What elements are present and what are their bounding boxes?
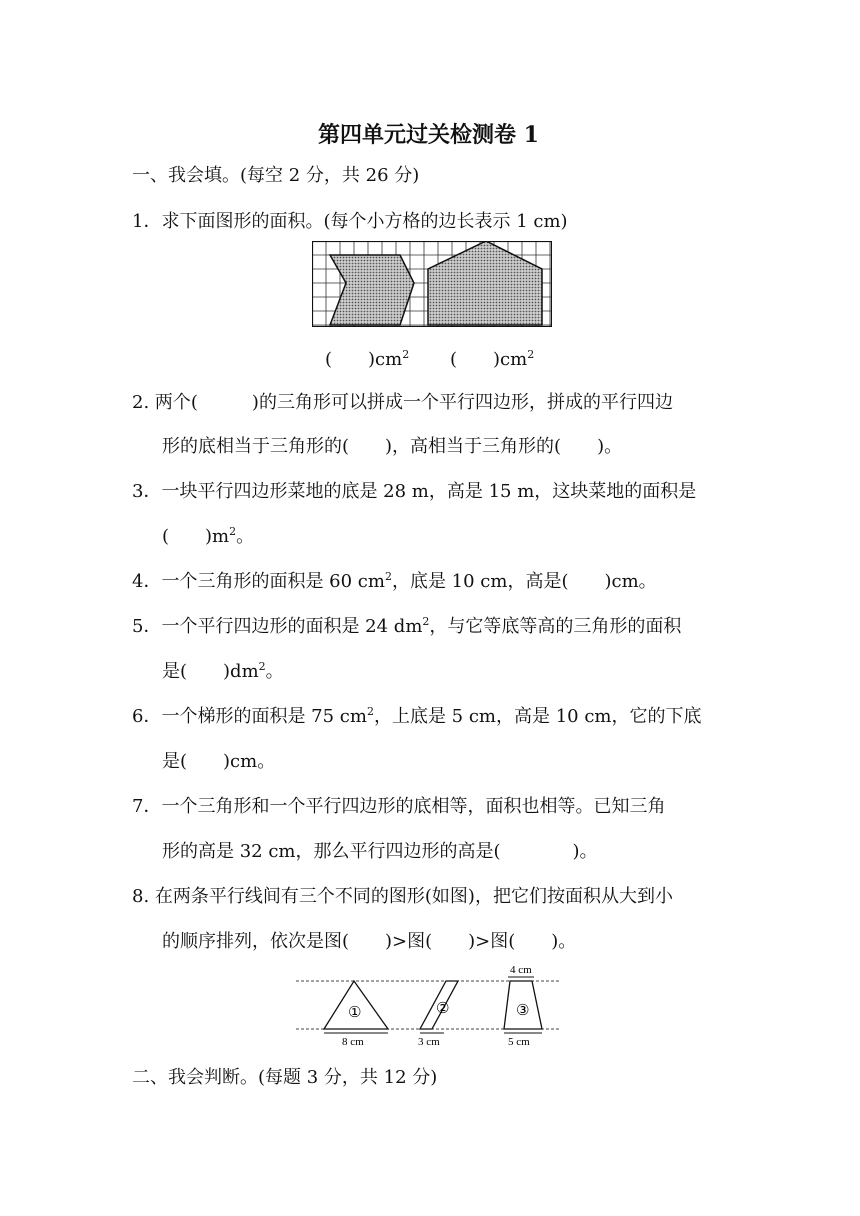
q8-bottom-label-1: 8 cm bbox=[342, 1036, 364, 1048]
q3-blank-text: ( )m bbox=[162, 526, 230, 547]
question-7-line-1: 7．一个三角形和一个平行四边形的底相等，面积也相等。已知三角 bbox=[132, 796, 666, 817]
page-title: 第四单元过关检测卷 1 bbox=[318, 122, 539, 148]
question-4 bbox=[132, 567, 657, 593]
question-3-line-1: 3．一块平行四边形菜地的底是 28 m，高是 15 m，这块菜地的面积是 bbox=[132, 481, 697, 502]
q4-sup: 2 bbox=[384, 570, 392, 583]
q8-bottom-label-2: 3 cm bbox=[418, 1036, 440, 1048]
q5-line2-sup: 2 bbox=[258, 660, 266, 673]
question-3-line-2 bbox=[162, 522, 254, 548]
question-8-line-1: 8. 在两条平行线间有三个不同的图形(如图)，把它们按面积从大到小 bbox=[132, 886, 673, 907]
question-7-line-2: 形的高是 32 cm，那么平行四边形的高是( )。 bbox=[162, 841, 598, 862]
q8-label-3: ③ bbox=[516, 1001, 530, 1019]
question-5-line-2 bbox=[162, 657, 284, 683]
q6-text-b: ，上底是 5 cm，高是 10 cm，它的下底 bbox=[373, 706, 702, 727]
q6-sup: 2 bbox=[366, 705, 374, 718]
question-6-line-1 bbox=[132, 702, 702, 728]
q8-top-label: 4 cm bbox=[510, 964, 532, 976]
q8-parallel-lines-figure bbox=[296, 963, 560, 1049]
q4-text-b: ，底是 10 cm，高是( )cm。 bbox=[391, 571, 657, 592]
question-5-line-1 bbox=[132, 612, 681, 638]
question-6-line-2: 是( )cm。 bbox=[162, 751, 276, 772]
section-2-heading: 二、我会判断。(每题 3 分，共 12 分) bbox=[132, 1067, 438, 1088]
question-1: 1．求下面图形的面积。(每个小方格的边长表示 1 cm) bbox=[132, 211, 568, 232]
q1-answer-2-text: ( )cm bbox=[450, 349, 528, 370]
q8-label-1: ① bbox=[348, 1003, 362, 1021]
q1-answer-2 bbox=[450, 345, 534, 371]
q1-pentagon-shape bbox=[428, 241, 542, 325]
section-1-heading: 一、我会填。(每空 2 分，共 26 分) bbox=[132, 165, 420, 186]
q6-text-a: 6．一个梯形的面积是 75 cm bbox=[132, 706, 367, 727]
question-2-line-1: 2. 两个( )的三角形可以拼成一个平行四边形，拼成的平行四边 bbox=[132, 392, 673, 413]
q3-end: 。 bbox=[236, 526, 255, 547]
q5-text-b: ，与它等底等高的三角形的面积 bbox=[429, 616, 682, 637]
question-2-line-2: 形的底相当于三角形的( )，高相当于三角形的( )。 bbox=[162, 436, 623, 457]
q1-answer-2-sup: 2 bbox=[527, 348, 535, 361]
q1-arrow-shape bbox=[330, 255, 414, 325]
q5-text-a: 5．一个平行四边形的面积是 24 dm bbox=[132, 616, 423, 637]
q1-grid-figure bbox=[312, 241, 552, 327]
q4-text-a: 4．一个三角形的面积是 60 cm bbox=[132, 571, 385, 592]
q1-answer-1-sup: 2 bbox=[402, 348, 410, 361]
question-8-line-2: 的顺序排列，依次是图( )>图( )>图( )。 bbox=[162, 931, 577, 952]
q5-sup: 2 bbox=[422, 615, 430, 628]
q5-line2-b: 。 bbox=[265, 661, 284, 682]
q5-line2-a: 是( )dm bbox=[162, 661, 259, 682]
q8-label-2: ② bbox=[436, 999, 450, 1017]
q8-bottom-label-3: 5 cm bbox=[508, 1036, 530, 1048]
q1-answer-1 bbox=[325, 345, 409, 371]
q1-answer-1-text: ( )cm bbox=[325, 349, 403, 370]
q3-sup: 2 bbox=[229, 525, 237, 538]
